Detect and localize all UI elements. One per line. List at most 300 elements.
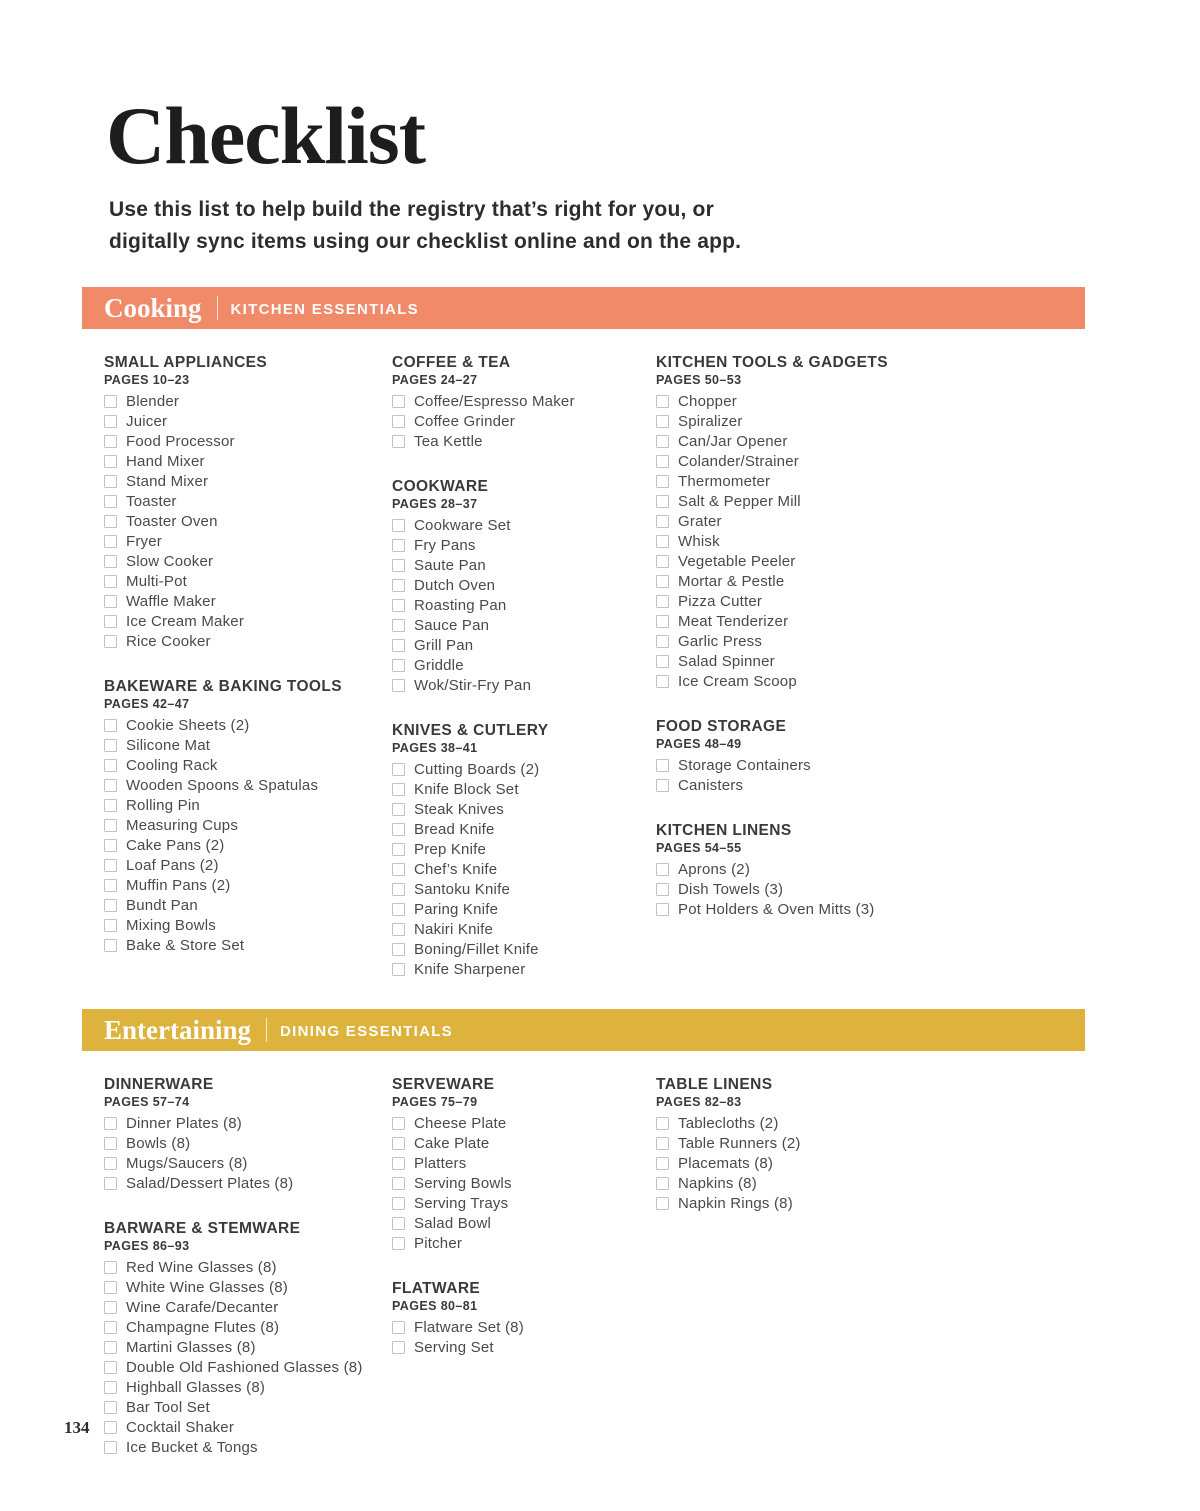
checklist-item: [392, 595, 656, 615]
checklist-item: [392, 1233, 656, 1253]
item-checkbox[interactable]: [104, 719, 117, 732]
item-checkbox[interactable]: [104, 1117, 117, 1130]
item-label: Cocktail Shaker: [126, 1418, 235, 1436]
item-checkbox[interactable]: [392, 943, 405, 956]
item-label: Food Processor: [126, 432, 235, 450]
item-checkbox[interactable]: [656, 475, 669, 488]
checklist-item: [656, 755, 1086, 775]
checklist-item: [104, 411, 392, 431]
item-label: Salad Bowl: [414, 1214, 492, 1232]
column-1: [104, 1076, 392, 1457]
item-checkbox[interactable]: [104, 1361, 117, 1374]
item-checkbox[interactable]: [104, 739, 117, 752]
item-checkbox[interactable]: [392, 903, 405, 916]
item-checkbox[interactable]: [104, 395, 117, 408]
checklist-item: [104, 875, 392, 895]
item-label: Mortar & Pestle: [678, 572, 785, 590]
checklist-item: [656, 775, 1086, 795]
item-label: Bowls (8): [126, 1134, 191, 1152]
item-label: Paring Knife: [414, 900, 499, 918]
item-checkbox[interactable]: [104, 1421, 117, 1434]
item-label: Knife Block Set: [414, 780, 519, 798]
category-table-linens: [656, 1076, 1086, 1213]
item-label: Prep Knife: [414, 840, 487, 858]
category-food-storage: [656, 718, 1086, 795]
item-label: Table Runners (2): [678, 1134, 801, 1152]
checklist-item: [656, 611, 1086, 631]
checklist-item: [656, 1173, 1086, 1193]
checklist-item: [104, 511, 392, 531]
item-label: Serving Bowls: [414, 1174, 512, 1192]
item-label: Ice Cream Scoop: [678, 672, 797, 690]
checklist-item: [392, 779, 656, 799]
item-checkbox[interactable]: [104, 919, 117, 932]
item-checkbox[interactable]: [392, 823, 405, 836]
item-checkbox[interactable]: [104, 1261, 117, 1274]
item-label: Canisters: [678, 776, 744, 794]
checklist-item: [104, 431, 392, 451]
item-checkbox[interactable]: [104, 1301, 117, 1314]
checklist-item: [656, 879, 1086, 899]
item-label: Grater: [678, 512, 722, 530]
category-pages: PAGES 28–37: [392, 497, 478, 512]
checklist-item: [656, 631, 1086, 651]
section-banner-title: Cooking: [104, 292, 202, 323]
checklist-item: [392, 839, 656, 859]
item-label: Mixing Bowls: [126, 916, 216, 934]
item-checkbox[interactable]: [104, 939, 117, 952]
item-label: Garlic Press: [678, 632, 763, 650]
item-label: Tea Kettle: [414, 432, 483, 450]
item-label: Toaster: [126, 492, 177, 510]
checklist-item: [656, 651, 1086, 671]
checklist-item: [392, 879, 656, 899]
item-checkbox[interactable]: [104, 1281, 117, 1294]
category-pages: PAGES 57–74: [104, 1095, 190, 1110]
category-pages: PAGES 82–83: [656, 1095, 742, 1110]
checklist-item: [104, 391, 392, 411]
item-label: Hand Mixer: [126, 452, 205, 470]
item-checkbox[interactable]: [392, 1237, 405, 1250]
item-label: Coffee Grinder: [414, 412, 515, 430]
item-label: Storage Containers: [678, 756, 811, 774]
checklist-item: [656, 1113, 1086, 1133]
item-label: Double Old Fashioned Glasses (8): [126, 1358, 363, 1376]
checklist-item: [392, 1213, 656, 1233]
item-checkbox[interactable]: [392, 639, 405, 652]
item-checkbox[interactable]: [392, 539, 405, 552]
item-checkbox[interactable]: [104, 635, 117, 648]
item-checkbox[interactable]: [656, 903, 669, 916]
checklist-item: [392, 675, 656, 695]
item-checkbox[interactable]: [104, 1137, 117, 1150]
item-checkbox[interactable]: [656, 415, 669, 428]
checklist-item: [392, 515, 656, 535]
item-checkbox[interactable]: [656, 863, 669, 876]
item-label: Cookware Set: [414, 516, 511, 534]
checklist-item: [104, 531, 392, 551]
page-header: [0, 0, 1200, 257]
category-items: [392, 1113, 656, 1253]
category-flatware: [392, 1280, 656, 1357]
checklist-item: [656, 571, 1086, 591]
item-label: Cake Plate: [414, 1134, 490, 1152]
checklist-item: [656, 431, 1086, 451]
item-checkbox[interactable]: [392, 1157, 405, 1170]
category-items: [392, 391, 656, 451]
item-checkbox[interactable]: [392, 803, 405, 816]
item-checkbox[interactable]: [656, 595, 669, 608]
category-pages: PAGES 54–55: [656, 841, 742, 856]
item-label: Bundt Pan: [126, 896, 198, 914]
item-label: Serving Trays: [414, 1194, 509, 1212]
item-label: Salad Spinner: [678, 652, 775, 670]
category-pages: PAGES 24–27: [392, 373, 478, 388]
checklist-item: [656, 531, 1086, 551]
item-checkbox[interactable]: [392, 963, 405, 976]
checklist-item: [656, 1153, 1086, 1173]
item-label: Mugs/Saucers (8): [126, 1154, 248, 1172]
category-pages: PAGES 50–53: [656, 373, 742, 388]
checklist-item: [392, 939, 656, 959]
item-checkbox[interactable]: [104, 1321, 117, 1334]
checklist-item: [104, 631, 392, 651]
item-label: Flatware Set (8): [414, 1318, 524, 1336]
checklist-sections: [0, 287, 1200, 1457]
item-checkbox[interactable]: [656, 779, 669, 792]
item-label: Fry Pans: [414, 536, 476, 554]
item-label: Knife Sharpener: [414, 960, 526, 978]
item-label: Chef’s Knife: [414, 860, 498, 878]
item-label: Tablecloths (2): [678, 1114, 779, 1132]
item-checkbox[interactable]: [104, 1177, 117, 1190]
checklist-item: [104, 1173, 392, 1193]
checklist-item: [656, 1193, 1086, 1213]
column-2: [392, 354, 656, 979]
item-checkbox[interactable]: [392, 923, 405, 936]
item-checkbox[interactable]: [104, 1441, 117, 1454]
checklist-item: [392, 391, 656, 411]
category-cookware: [392, 478, 656, 695]
section-banner-label: DINING ESSENTIALS: [280, 1022, 453, 1040]
checklist-item: [392, 919, 656, 939]
item-checkbox[interactable]: [104, 575, 117, 588]
checklist-item: [392, 655, 656, 675]
item-label: Ice Cream Maker: [126, 612, 245, 630]
checklist-item: [656, 859, 1086, 879]
item-checkbox[interactable]: [392, 415, 405, 428]
category-items: [104, 1257, 392, 1457]
item-checkbox[interactable]: [656, 395, 669, 408]
subtitle-line-2: digitally sync items using our checklist online and on the app.: [109, 229, 742, 253]
item-label: Champagne Flutes (8): [126, 1318, 280, 1336]
item-label: Cookie Sheets (2): [126, 716, 250, 734]
checklist-item: [392, 535, 656, 555]
checklist-item: [656, 411, 1086, 431]
category-knives-cutlery: [392, 722, 656, 979]
category-pages: PAGES 38–41: [392, 741, 478, 756]
item-label: Red Wine Glasses (8): [126, 1258, 277, 1276]
checklist-item: [392, 555, 656, 575]
item-checkbox[interactable]: [392, 659, 405, 672]
category-kitchen-linens: [656, 822, 1086, 919]
checklist-item: [392, 819, 656, 839]
section-banner-label: KITCHEN ESSENTIALS: [230, 300, 419, 318]
checklist-item: [104, 1417, 392, 1437]
item-checkbox[interactable]: [656, 535, 669, 548]
item-checkbox[interactable]: [392, 783, 405, 796]
checklist-item: [392, 1193, 656, 1213]
item-checkbox[interactable]: [656, 555, 669, 568]
item-label: Boning/Fillet Knife: [414, 940, 539, 958]
category-items: [656, 1113, 1086, 1213]
item-checkbox[interactable]: [392, 1341, 405, 1354]
item-checkbox[interactable]: [656, 435, 669, 448]
category-heading: TABLE LINENS: [656, 1076, 773, 1094]
item-label: Martini Glasses (8): [126, 1338, 256, 1356]
checklist-item: [104, 1297, 392, 1317]
item-checkbox[interactable]: [104, 615, 117, 628]
column-3: [656, 354, 1086, 919]
item-label: Cheese Plate: [414, 1114, 507, 1132]
item-label: Dinner Plates (8): [126, 1114, 242, 1132]
item-checkbox[interactable]: [656, 759, 669, 772]
checklist-item: [104, 855, 392, 875]
checklist-item: [656, 899, 1086, 919]
item-label: Juicer: [126, 412, 168, 430]
checklist-item: [104, 1357, 392, 1377]
item-checkbox[interactable]: [656, 655, 669, 668]
item-checkbox[interactable]: [104, 595, 117, 608]
item-label: Aprons (2): [678, 860, 751, 878]
checklist-item: [392, 959, 656, 979]
item-label: Napkins (8): [678, 1174, 757, 1192]
item-label: Sauce Pan: [414, 616, 490, 634]
section-banner-title: Entertaining: [104, 1014, 252, 1045]
item-checkbox[interactable]: [392, 763, 405, 776]
item-checkbox[interactable]: [104, 1157, 117, 1170]
checklist-item: [656, 551, 1086, 571]
item-label: Spiralizer: [678, 412, 743, 430]
item-checkbox[interactable]: [104, 839, 117, 852]
item-label: Multi-Pot: [126, 572, 187, 590]
column-1: [104, 354, 392, 955]
item-checkbox[interactable]: [104, 1381, 117, 1394]
item-label: Wine Carafe/Decanter: [126, 1298, 279, 1316]
item-checkbox[interactable]: [392, 1217, 405, 1230]
item-checkbox[interactable]: [392, 1197, 405, 1210]
item-label: Highball Glasses (8): [126, 1378, 266, 1396]
checklist-item: [392, 759, 656, 779]
item-label: Placemats (8): [678, 1154, 774, 1172]
item-checkbox[interactable]: [656, 455, 669, 468]
category-kitchen-tools-gadgets: [656, 354, 1086, 691]
checklist-item: [104, 775, 392, 795]
category-pages: PAGES 48–49: [656, 737, 742, 752]
checklist-item: [104, 895, 392, 915]
item-checkbox[interactable]: [656, 1137, 669, 1150]
category-heading: KITCHEN TOOLS & GADGETS: [656, 354, 888, 372]
section-banner-cooking: [82, 287, 1085, 329]
checklist-item: [104, 1133, 392, 1153]
category-pages: PAGES 42–47: [104, 697, 190, 712]
item-checkbox[interactable]: [104, 899, 117, 912]
checklist-item: [656, 1133, 1086, 1153]
item-checkbox[interactable]: [104, 799, 117, 812]
checklist-item: [104, 1277, 392, 1297]
item-checkbox[interactable]: [392, 1117, 405, 1130]
page-subtitle: [109, 194, 1090, 258]
item-label: Colander/Strainer: [678, 452, 799, 470]
column-2: [392, 1076, 656, 1357]
item-checkbox[interactable]: [656, 1157, 669, 1170]
category-heading: SERVEWARE: [392, 1076, 495, 1094]
item-label: Steak Knives: [414, 800, 504, 818]
column-3: [656, 1076, 1086, 1213]
item-checkbox[interactable]: [104, 455, 117, 468]
checklist-item: [104, 471, 392, 491]
checklist-item: [392, 1317, 656, 1337]
item-label: Coffee/Espresso Maker: [414, 392, 575, 410]
item-checkbox[interactable]: [392, 559, 405, 572]
item-checkbox[interactable]: [656, 883, 669, 896]
item-checkbox[interactable]: [656, 1117, 669, 1130]
item-label: White Wine Glasses (8): [126, 1278, 288, 1296]
item-checkbox[interactable]: [392, 1177, 405, 1190]
checklist-item: [656, 671, 1086, 691]
item-checkbox[interactable]: [104, 515, 117, 528]
item-checkbox[interactable]: [656, 495, 669, 508]
category-heading: KITCHEN LINENS: [656, 822, 792, 840]
category-heading: FOOD STORAGE: [656, 718, 787, 736]
checklist-item: [104, 1377, 392, 1397]
checklist-item: [104, 1337, 392, 1357]
checklist-item: [392, 899, 656, 919]
item-label: Serving Set: [414, 1338, 494, 1356]
item-checkbox[interactable]: [392, 843, 405, 856]
item-checkbox[interactable]: [104, 475, 117, 488]
item-checkbox[interactable]: [656, 575, 669, 588]
section-columns-cooking: [104, 354, 1086, 979]
checklist-item: [104, 1257, 392, 1277]
item-checkbox[interactable]: [104, 1401, 117, 1414]
item-checkbox[interactable]: [104, 759, 117, 772]
item-label: Waffle Maker: [126, 592, 216, 610]
item-checkbox[interactable]: [104, 555, 117, 568]
category-items: [104, 715, 392, 955]
category-coffee-tea: [392, 354, 656, 451]
item-label: Napkin Rings (8): [678, 1194, 793, 1212]
item-checkbox[interactable]: [392, 619, 405, 632]
item-label: Cooling Rack: [126, 756, 218, 774]
checklist-item: [656, 591, 1086, 611]
checklist-item: [104, 1437, 392, 1457]
item-label: Ice Bucket & Tongs: [126, 1438, 258, 1456]
item-checkbox[interactable]: [392, 599, 405, 612]
item-checkbox[interactable]: [392, 579, 405, 592]
item-checkbox[interactable]: [656, 1197, 669, 1210]
checklist-item: [656, 471, 1086, 491]
item-checkbox[interactable]: [104, 435, 117, 448]
category-items: [104, 1113, 392, 1193]
item-label: Salt & Pepper Mill: [678, 492, 801, 510]
item-checkbox[interactable]: [392, 519, 405, 532]
category-dinnerware: [104, 1076, 392, 1193]
item-checkbox[interactable]: [392, 435, 405, 448]
checklist-item: [104, 835, 392, 855]
category-heading: KNIVES & CUTLERY: [392, 722, 549, 740]
category-pages: PAGES 86–93: [104, 1239, 190, 1254]
item-checkbox[interactable]: [392, 395, 405, 408]
checklist-item: [656, 391, 1086, 411]
item-label: Rice Cooker: [126, 632, 211, 650]
item-checkbox[interactable]: [392, 679, 405, 692]
item-checkbox[interactable]: [104, 415, 117, 428]
page-title: Checklist: [106, 90, 425, 181]
item-label: Chopper: [678, 392, 737, 410]
checklist-item: [104, 915, 392, 935]
item-checkbox[interactable]: [104, 819, 117, 832]
checklist-item: [392, 799, 656, 819]
category-barware-stemware: [104, 1220, 392, 1457]
item-checkbox[interactable]: [656, 615, 669, 628]
checklist-item: [104, 795, 392, 815]
item-checkbox[interactable]: [392, 863, 405, 876]
category-items: [656, 755, 1086, 795]
category-items: [656, 391, 1086, 691]
item-label: Whisk: [678, 532, 720, 550]
item-label: Toaster Oven: [126, 512, 218, 530]
item-label: Wooden Spoons & Spatulas: [126, 776, 319, 794]
checklist-item: [104, 571, 392, 591]
category-heading: COOKWARE: [392, 478, 489, 496]
item-checkbox[interactable]: [656, 675, 669, 688]
checklist-item: [104, 611, 392, 631]
item-checkbox[interactable]: [104, 879, 117, 892]
category-pages: PAGES 80–81: [392, 1299, 478, 1314]
item-checkbox[interactable]: [656, 1177, 669, 1190]
item-checkbox[interactable]: [104, 1341, 117, 1354]
category-heading: BAKEWARE & BAKING TOOLS: [104, 678, 342, 696]
item-label: Vegetable Peeler: [678, 552, 796, 570]
item-label: Salad/Dessert Plates (8): [126, 1174, 294, 1192]
item-label: Slow Cooker: [126, 552, 214, 570]
item-checkbox[interactable]: [104, 859, 117, 872]
item-checkbox[interactable]: [104, 535, 117, 548]
item-checkbox[interactable]: [392, 1137, 405, 1150]
checklist-item: [104, 591, 392, 611]
checklist-item: [104, 1317, 392, 1337]
category-items: [392, 515, 656, 695]
section-columns-entertaining: [104, 1076, 1086, 1457]
checklist-item: [392, 1153, 656, 1173]
item-checkbox[interactable]: [392, 1321, 405, 1334]
item-label: Cake Pans (2): [126, 836, 225, 854]
checklist-item: [656, 511, 1086, 531]
checklist-item: [104, 715, 392, 735]
item-label: Pot Holders & Oven Mitts (3): [678, 900, 875, 918]
item-checkbox[interactable]: [656, 515, 669, 528]
item-label: Loaf Pans (2): [126, 856, 219, 874]
item-label: Thermometer: [678, 472, 771, 490]
item-checkbox[interactable]: [104, 495, 117, 508]
item-checkbox[interactable]: [104, 779, 117, 792]
checklist-item: [392, 411, 656, 431]
item-checkbox[interactable]: [656, 635, 669, 648]
item-label: Measuring Cups: [126, 816, 239, 834]
item-checkbox[interactable]: [392, 883, 405, 896]
item-label: Santoku Knife: [414, 880, 510, 898]
